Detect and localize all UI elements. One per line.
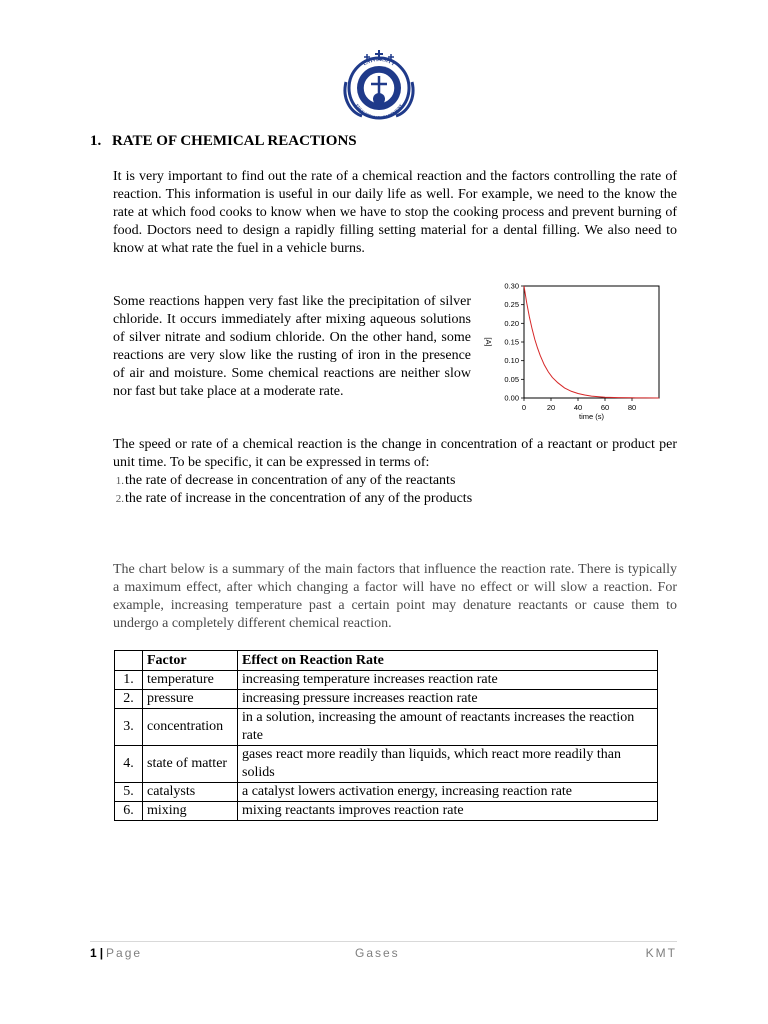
list-item: 2.the rate of increase in the concentration of any of the products [115, 491, 473, 506]
section-heading [90, 133, 357, 150]
table-row: 5. catalysts a catalyst lowers activation energy, increasing reaction rate [115, 783, 658, 802]
university-logo [340, 46, 418, 124]
reaction-speed-paragraph: Some reactions happen very fast like the precipitation of silver chloride. It occurs immediately after mixing aqueous solutions of silver nitrate and sodium chloride. On the other hand, some reactions are very slow like the rusting of iron in the presence of air and moisture. Some chemical reactions are neither slow nor fast but take place at a moderate rate. [113, 294, 471, 399]
table-header [115, 651, 143, 671]
table-header: Effect on Reaction Rate [238, 651, 658, 671]
x-axis-label: time (s) [579, 412, 604, 421]
page-footer [90, 941, 677, 964]
y-tick-label: 0.15 [504, 337, 519, 347]
factors-intro-paragraph: The chart below is a summary of the main factors that influence the reaction rate. There is typically a maximum effect, after which changing a factor will have no effect or will slow a reaction. For example, increasing temperature past a certain point may denature reactants or cause them to undergo a completely different chemical reaction. [113, 562, 677, 631]
logo-text-top: UNIVERSITY [362, 57, 396, 68]
rate-definition-paragraph: The speed or rate of a chemical reaction is the change in concentration of a reactant or product per unit time. To be specific, it can be expressed in terms of: [113, 437, 677, 470]
y-tick-label: 0.00 [504, 393, 519, 403]
y-tick-label: 0.30 [504, 281, 519, 291]
section-title: RATE OF CHEMICAL REACTIONS [112, 133, 357, 149]
page-number: 1 [90, 946, 97, 960]
concentration-decay-chart [476, 278, 666, 430]
table-row: 4. state of matter gases react more readily than liquids, which react more readily than solids [115, 746, 658, 783]
x-tick-label: 80 [627, 403, 637, 412]
table-header-row [115, 651, 658, 671]
footer-center-text: Gases [355, 946, 400, 960]
x-tick-label: 0 [521, 403, 527, 412]
y-tick-label: 0.20 [504, 318, 519, 328]
footer-page-label: 1 | Page [90, 946, 143, 960]
intro-paragraph: It is very important to find out the rate of a chemical reaction and the factors controlling the rate of reaction. This information is useful in our daily life as well. For example, we need to the know the rate at which food cooks to know when we have to stop the cooking process and prevent burning of food. Doctors need to design a rapidly filling setting material for a dental filling. We also need to know at what rate the fuel in a vehicle burns. [113, 169, 677, 256]
list-item: 1.the rate of decrease in concentration of any of the reactants [115, 473, 456, 488]
y-axis-label: [A] [484, 337, 493, 347]
y-tick-label: 0.10 [504, 356, 519, 366]
table-row: 1. temperature increasing temperature increases reaction rate [115, 671, 658, 690]
x-tick-label: 40 [573, 403, 583, 412]
x-tick-label: 20 [546, 403, 556, 412]
plot-frame [524, 286, 659, 398]
table-row: 6. mixing mixing reactants improves reaction rate [115, 802, 658, 821]
reaction-factors-table [114, 650, 658, 821]
footer-right-text: KMT [645, 946, 677, 960]
x-tick-label: 60 [600, 403, 610, 412]
table-row: 3. concentration in a solution, increasing the amount of reactants increases the reaction rate [115, 709, 658, 746]
y-tick-label: 0.05 [504, 374, 519, 384]
table-header: Factor [143, 651, 238, 671]
table-row: 2. pressure increasing pressure increases reaction rate [115, 690, 658, 709]
series-line [524, 286, 659, 398]
rate-terms-list [113, 472, 472, 508]
logo-text-bottom: EDUCATION DEPARTMENT [354, 103, 404, 121]
section-number: 1. [90, 133, 102, 149]
y-tick-label: 0.25 [504, 300, 519, 310]
